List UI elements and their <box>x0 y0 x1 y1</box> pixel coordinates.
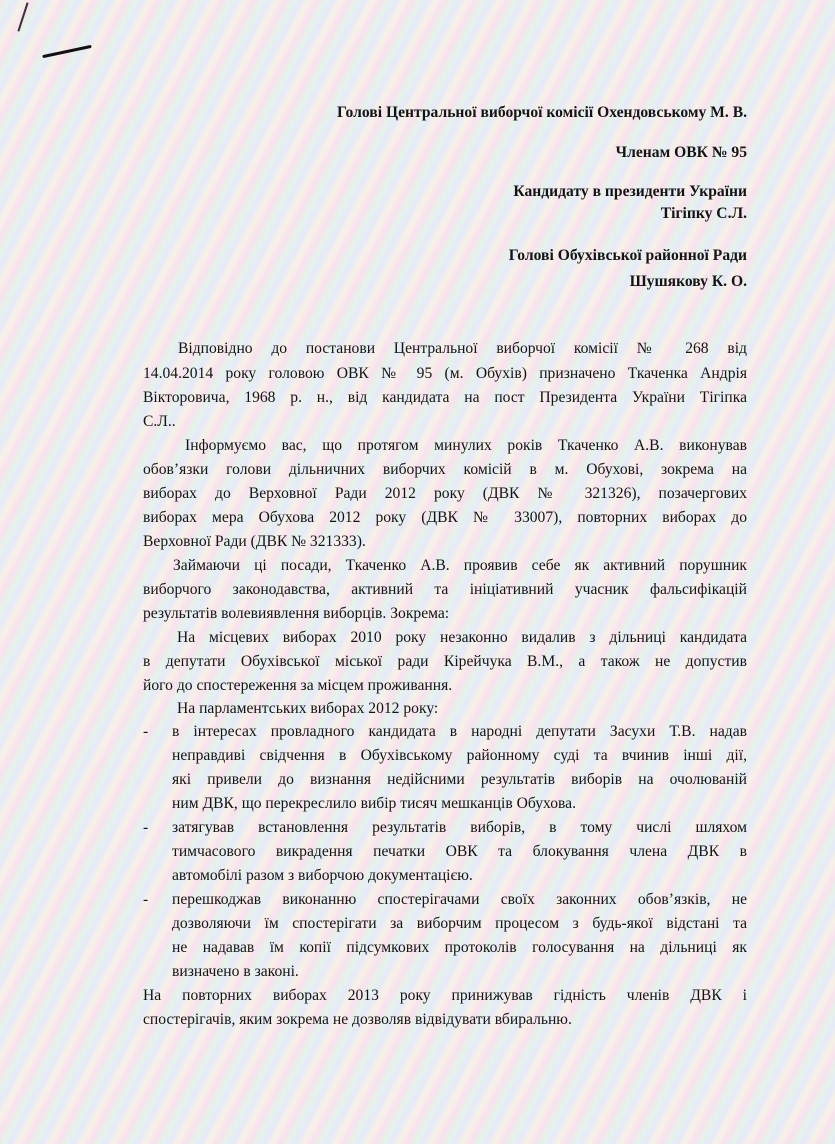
body-line: результатів волевиявлення виборців. Зокрема: <box>143 605 450 622</box>
bullet-line: перешкоджав виконанню спостерігачами своїх законних обов’язків, не <box>172 891 747 908</box>
body-line: його до спостереження за місцем проживання. <box>143 677 453 694</box>
body-line: 14.04.2014 року головою ОВК № 95 (м. Обухів) призначено Ткаченка Андрія <box>143 365 747 382</box>
bullet-line: неправдиві свідчення в Обухівському районному суді та вчинив інші дії, <box>172 747 747 764</box>
body-line: На парламентських виборах 2012 року: <box>177 700 439 717</box>
addressee-line: Членам ОВК № 95 <box>615 144 747 161</box>
bullet-line: автомобілі разом з виборчою документацією. <box>172 867 473 884</box>
bullet-marker: - <box>143 723 149 740</box>
body-line: Верховної Ради (ДВК № 321333). <box>143 533 366 550</box>
body-line: виборах мера Обухова 2012 року (ДВК № 33007), повторних виборах до <box>143 509 747 526</box>
addressee-line: Кандидату в президенти України <box>513 183 747 200</box>
bullet-line: дозволяючи їм спостерігати за виборчим процесом з будь-якої відстані та <box>172 915 747 932</box>
addressee-line: Голові Центральної виборчої комісії Охендовському М. В. <box>337 104 747 121</box>
body-line: С.Л.. <box>143 413 176 430</box>
addressee-line: Шушякову К. О. <box>629 273 747 290</box>
body-line: виборах до Верховної Ради 2012 року (ДВК № 321326), позачергових <box>143 485 747 502</box>
body-line: виборчого законодавства, активний та ініціативний учасник фальсифікацій <box>143 581 747 598</box>
bullet-marker: - <box>143 819 149 836</box>
body-line: Відповідно до постанови Центральної виборчої комісії № 268 від <box>178 340 747 357</box>
body-line: На місцевих виборах 2010 року незаконно видалив з дільниці кандидата <box>177 629 747 646</box>
body-line: в депутати Обухівської міської ради Кірейчука В.М., а також не допустив <box>143 653 747 670</box>
bullet-line: в інтересах провладного кандидата в народні депутати Засухи Т.В. надав <box>172 723 747 740</box>
body-line: обов’язки голови дільничних виборчих комісій в м. Обухові, зокрема на <box>143 461 747 478</box>
pen-mark <box>42 45 92 58</box>
body-line: Інформуємо вас, що протягом минулих років Ткаченко А.В. виконував <box>185 437 747 454</box>
body-line: Займаючи ці посади, Ткаченко А.В. проявив себе як активний порушник <box>173 557 747 574</box>
bullet-line: які привели до визнання недійсними результатів виборів на очолюваній <box>172 771 747 788</box>
bullet-line: визначено в законі. <box>172 963 299 980</box>
scan-edge-mark <box>17 2 28 31</box>
bullet-line: тимчасового викрадення печатки ОВК та блокування члена ДВК в <box>172 843 747 860</box>
bullet-line: не надавав їм копії підсумкових протоколів голосування на дільниці як <box>172 939 747 956</box>
bullet-marker: - <box>143 891 149 908</box>
bullet-line: ним ДВК, що перекреслило вибір тисяч мешканців Обухова. <box>172 795 576 812</box>
body-line: На повторних виборах 2013 року принижував гідність членів ДВК і <box>143 987 747 1004</box>
body-line: спостерігачів, яким зокрема не дозволяв відвідувати вбиральню. <box>143 1011 572 1028</box>
addressee-line: Тігіпку С.Л. <box>660 205 747 222</box>
body-line: Вікторовича, 1968 р. н., від кандидата на пост Президента України Тігіпка <box>143 389 747 406</box>
bullet-line: затягував встановлення результатів виборів, в тому числі шляхом <box>172 819 747 836</box>
addressee-line: Голові Обухівської районної Ради <box>508 247 747 264</box>
